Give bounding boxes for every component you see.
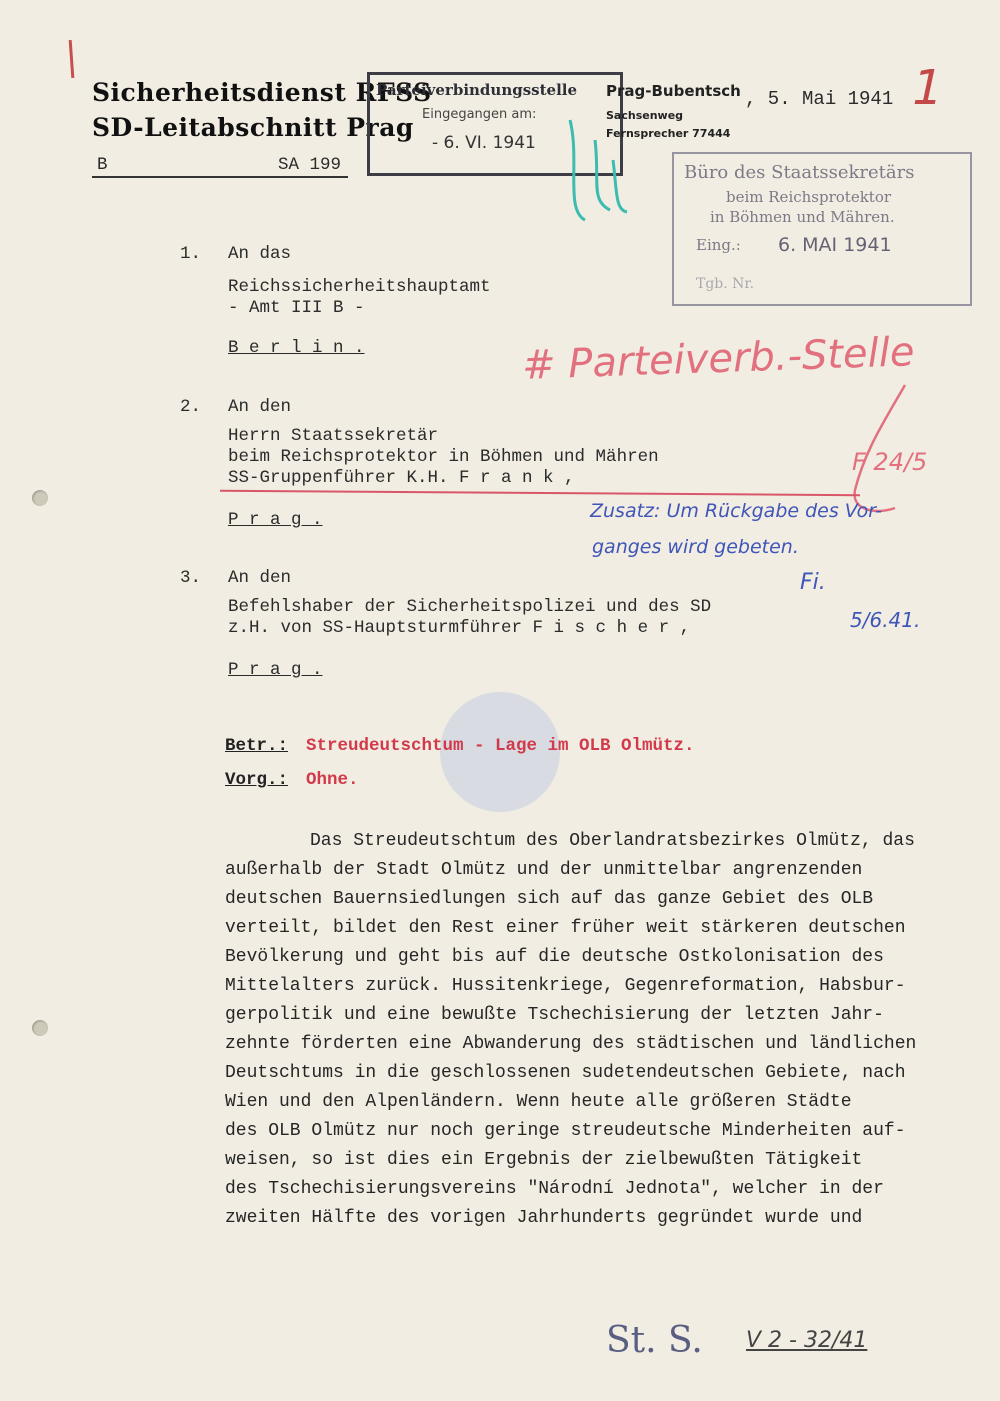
- ref-underline: [92, 176, 348, 178]
- recipient-3-line: Befehlshaber der Sicherheitspolizei und des SD: [228, 597, 712, 617]
- recipient-2-line: beim Reichsprotektor in Böhmen und Mähren: [228, 447, 659, 467]
- red-underline: [220, 490, 860, 496]
- red-initial: F 24/5: [852, 448, 928, 476]
- body-line: zehnte förderten eine Abwanderung des städtischen und ländlichen: [225, 1034, 917, 1054]
- body-line: des OLB Olmütz nur noch geringe streudeutsche Minderheiten auf-: [225, 1121, 906, 1141]
- recipient-2-salutation: An den: [228, 397, 292, 417]
- punch-hole-top: [32, 490, 48, 506]
- recipient-2-line: SS-Gruppenführer K.H. F r a n k ,: [228, 468, 575, 488]
- recipient-3-line: z.H. von SS-Hauptsturmführer F i s c h e r ,: [228, 618, 691, 638]
- stamp-staatssekretaer: [672, 152, 972, 306]
- recipient-1-line: Reichssicherheitshauptamt: [228, 277, 491, 297]
- recipient-1-salutation: An das: [228, 244, 292, 264]
- sender-street: Sachsenweg: [606, 109, 684, 122]
- recipient-3-salutation: An den: [228, 568, 292, 588]
- sender-phone: Fernsprecher 77444: [606, 127, 731, 140]
- recipient-3-city: P r a g .: [228, 660, 323, 680]
- recipient-2-line: Herrn Staatssekretär: [228, 426, 439, 446]
- betr-text: Streudeutschtum - Lage im OLB Olmütz.: [306, 736, 695, 756]
- stamp2-line3: in Böhmen und Mähren.: [710, 208, 895, 226]
- recipient-2-city: P r a g .: [228, 510, 323, 530]
- stamp-partei-date: - 6. VI. 1941: [432, 133, 536, 153]
- stamp2-tgb: Tgb. Nr.: [696, 276, 755, 292]
- betr-label: Betr.:: [225, 736, 289, 756]
- body-line: zweiten Hälfte des vorigen Jahrhunderts gegründet wurde und: [225, 1208, 863, 1228]
- red-annotation: # Parteiverb.-Stelle: [521, 329, 916, 389]
- pencil-mark-left: [69, 40, 75, 78]
- stamp2-line1: Büro des Staatssekretärs: [684, 162, 915, 183]
- vorg-text: Ohne.: [306, 770, 359, 790]
- body-line: Wien und den Alpenländern. Wenn heute alle größeren Städte: [225, 1092, 852, 1112]
- ref-b: B: [97, 155, 108, 175]
- org-line-2: SD-Leitabschnitt Prag: [92, 113, 414, 142]
- body-line: verteilt, bildet den Rest einer früher weit stärkeren deutschen: [225, 918, 906, 938]
- recipient-1-num: 1.: [180, 244, 202, 264]
- body-line: des Tschechisierungsvereins "Národní Jednota", welcher in der: [225, 1179, 884, 1199]
- recipient-2-num: 2.: [180, 397, 202, 417]
- body-line: Bevölkerung und geht bis auf die deutsche Ostkolonisation des: [225, 947, 884, 967]
- stamp2-eing-date: 6. MAI 1941: [778, 234, 892, 256]
- body-line: Mittelalters zurück. Hussitenkriege, Gegenreformation, Habsbur-: [225, 976, 906, 996]
- file-mark: St. S.: [606, 1320, 703, 1361]
- stamp2-line2: beim Reichsprotektor: [726, 188, 892, 206]
- vorg-label: Vorg.:: [225, 770, 289, 790]
- body-line: Deutschtums in die geschlossenen sudetendeutschen Gebiete, nach: [225, 1063, 906, 1083]
- punch-hole-bottom: [32, 1020, 48, 1036]
- file-ref: V 2 - 32/41: [746, 1328, 868, 1353]
- org-line-1: Sicherheitsdienst RFSS: [92, 78, 432, 107]
- recipient-3-num: 3.: [180, 568, 202, 588]
- recipient-1-line: - Amt III B -: [228, 298, 365, 318]
- recipient-1-city: B e r l i n .: [228, 338, 365, 358]
- stamp-partei-title: Parteiverbindungsstelle: [376, 81, 578, 99]
- ref-sa: SA 199: [278, 155, 342, 175]
- blue-note-line-2: ganges wird gebeten.: [592, 536, 799, 558]
- blue-sign: Fi.: [800, 570, 826, 595]
- stamp-partei-received: Eingegangen am:: [422, 107, 537, 122]
- body-line: weisen, so ist dies ein Ergebnis der zielbewußten Tätigkeit: [225, 1150, 863, 1170]
- stamp2-eing-label: Eing.:: [696, 236, 741, 254]
- body-line: außerhalb der Stadt Olmütz und der unmittelbar angrenzenden: [225, 860, 863, 880]
- body-line: deutschen Bauernsiedlungen sich auf das ganze Gebiet des OLB: [225, 889, 874, 909]
- body-line: Das Streudeutschtum des Oberlandratsbezirkes Olmütz, das: [310, 831, 915, 851]
- letter-date: , 5. Mai 1941: [745, 88, 894, 110]
- page-mark: 1: [906, 60, 949, 116]
- blue-note-line-1: Zusatz: Um Rückgabe des Vor-: [590, 500, 882, 522]
- body-line: gerpolitik und eine bewußte Tschechisierung der letzten Jahr-: [225, 1005, 884, 1025]
- sender-place: Prag-Bubentsch: [606, 82, 741, 100]
- blue-date: 5/6.41.: [850, 608, 921, 632]
